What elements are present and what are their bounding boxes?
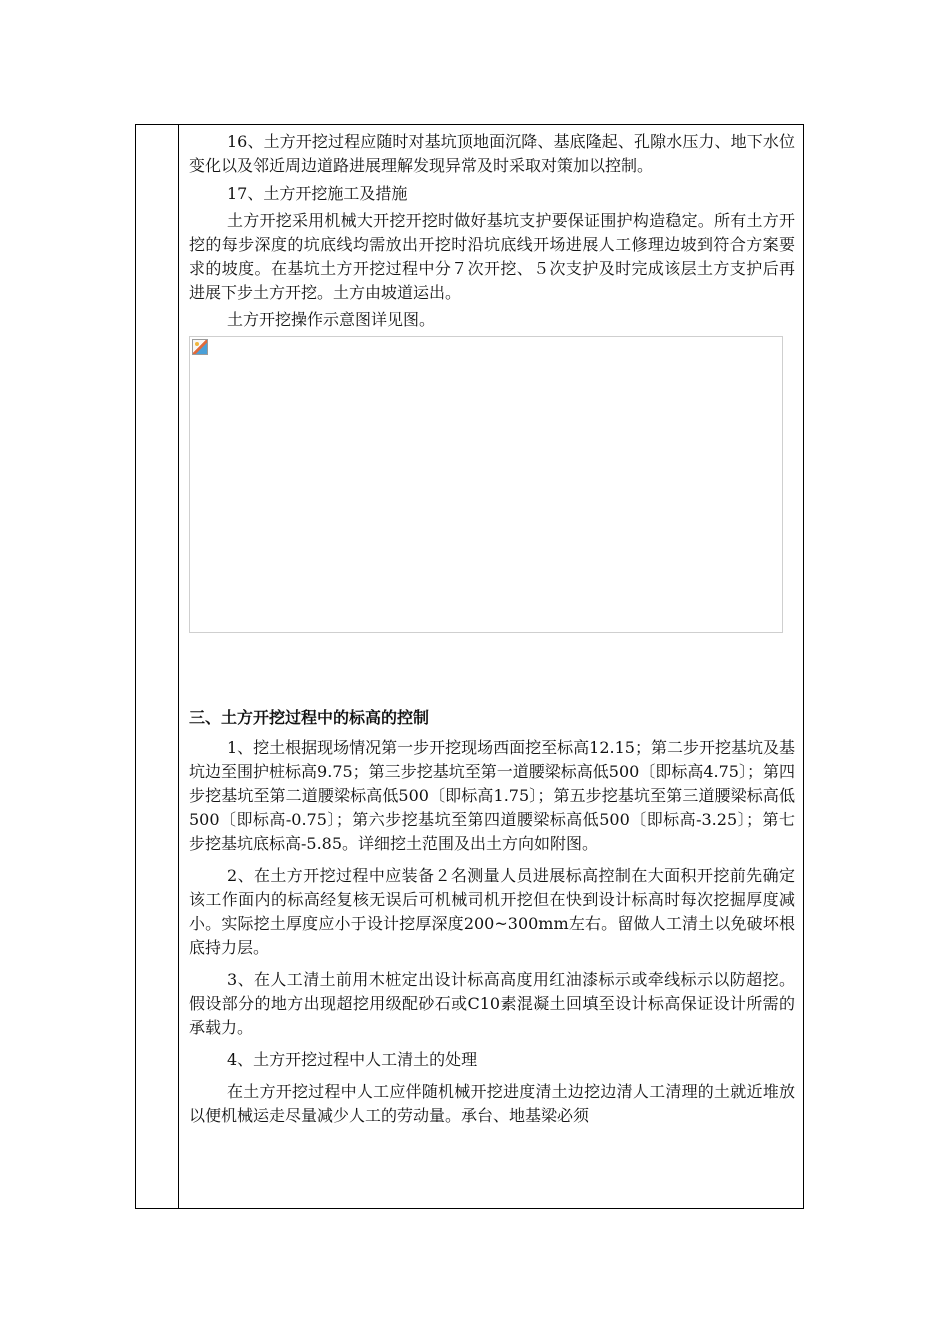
- paragraph-17-body: 土方开挖采用机械大开挖开挖时做好基坑支护要保证围护构造稳定。所有土方开挖的每步深度的坑底线均需放出开挖时沿坑底线开场进展人工修理边坡到符合方案要求的坡度。在基坑土方开挖过程中分７次开挖、５次支护及时完成该层土方支护后再进展下步土方开挖。土方由坡道运出。: [189, 211, 795, 302]
- broken-image-icon: [192, 339, 208, 355]
- paragraph-elevation-2: 2、在土方开挖过程中应装备２名测量人员进展标高控制在大面积开挖前先确定该工作面内的标高经复核无误后可机械司机开挖但在快到设计标高时每次挖掘厚度减小。实际挖土厚度应小于设计挖厚深度200~300mm左右。留做人工清土以免破坏根底持力层。: [189, 866, 795, 957]
- paragraph-4-title: 4、土方开挖过程中人工清土的处理: [227, 1050, 478, 1069]
- figure-reference: 土方开挖操作示意图详见图。: [227, 310, 436, 329]
- table-frame: [135, 124, 804, 1209]
- paragraph-4-body: 在土方开挖过程中人工应伴随机械开挖进度清土边挖边清人工清理的土就近堆放以便机械运走尽量减少人工的劳动量。承台、地基梁必须: [189, 1082, 795, 1125]
- excavation-diagram-placeholder: [189, 336, 783, 633]
- paragraph-elevation-1: 1、挖土根据现场情况第一步开挖现场西面挖至标高12.15；第二步开挖基坑及基坑边至围护桩标高9.75；第三步挖基坑至第一道腰梁标高低500〔即标高4.75〕；第四步挖基坑至第二道腰梁标高低500〔即标高1.75〕；第五步挖基坑至第三道腰梁标高低500〔即标高-0.75〕；第六步挖基坑至第四道腰梁标高低500〔即标高-3.25〕；第七步挖基坑底标高-5.85。详细挖土范围及出土方向如附图。: [189, 738, 795, 853]
- section3-heading: 三、土方开挖过程中的标高的控制: [189, 708, 430, 727]
- paragraph-17-title: 17、土方开挖施工及措施: [227, 184, 408, 203]
- left-column-divider: [178, 125, 179, 1208]
- table-content-cell: [189, 130, 795, 1128]
- paragraph-16: 16、土方开挖过程应随时对基坑顶地面沉降、基底隆起、孔隙水压力、地下水位变化以及邻近周边道路进展理解发现异常及时采取对策加以控制。: [189, 132, 795, 175]
- paragraph-elevation-3: 3、在人工清土前用木桩定出设计标高高度用红油漆标示或牵线标示以防超挖。假设部分的地方出现超挖用级配砂石或C10素混凝土回填至设计标高保证设计所需的承载力。: [189, 970, 795, 1037]
